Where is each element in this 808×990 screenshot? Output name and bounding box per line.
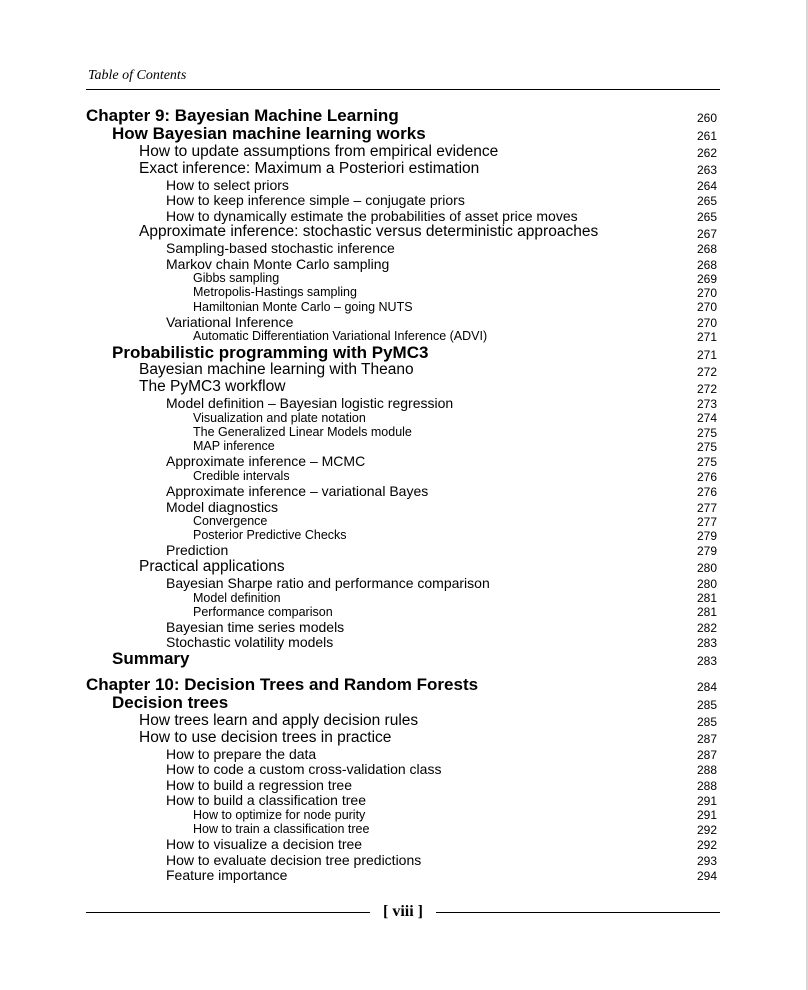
toc-entry-page: 268 xyxy=(697,257,718,272)
toc-entry-title: How to build a classification tree xyxy=(166,792,366,809)
toc-entry-title: Visualization and plate notation xyxy=(193,410,366,425)
toc-entry[interactable] xyxy=(0,424,808,438)
toc-entry-title: Practical applications xyxy=(139,557,285,575)
toc-entry-page: 277 xyxy=(697,500,718,515)
toc-entry-page: 276 xyxy=(697,485,718,499)
toc-entry-title: Decision trees xyxy=(112,693,229,713)
toc-entry[interactable] xyxy=(0,557,808,574)
toc-entry-page: 291 xyxy=(697,808,718,823)
toc-entry-page: 288 xyxy=(697,778,718,793)
toc-entry[interactable] xyxy=(0,792,808,808)
toc-entry[interactable] xyxy=(0,439,808,453)
toc-entry-title: Credible intervals xyxy=(193,469,290,483)
toc-entry[interactable] xyxy=(0,240,808,256)
toc-entry[interactable] xyxy=(0,761,808,777)
toc-entry-page: 279 xyxy=(697,528,718,543)
toc-entry-title: How to train a classification tree xyxy=(193,822,370,837)
toc-entry[interactable] xyxy=(0,395,808,411)
toc-entry[interactable] xyxy=(0,776,808,792)
toc-entry[interactable] xyxy=(0,574,808,590)
toc-entry-title: Automatic Differentiation Variational Inference (ADVI) xyxy=(193,329,488,344)
toc-entry-title: Model definition xyxy=(193,590,281,605)
toc-entry-title: How Bayesian machine learning works xyxy=(112,124,426,143)
footer-rule-left xyxy=(86,912,370,913)
toc-entry-page: 270 xyxy=(697,300,718,315)
toc-entry[interactable] xyxy=(0,176,808,192)
toc-entry[interactable] xyxy=(0,207,808,223)
toc-entry-page: 287 xyxy=(697,732,718,747)
toc-entry[interactable] xyxy=(0,821,808,835)
toc-entry-page: 275 xyxy=(697,455,718,470)
toc-entry-title: How to select priors xyxy=(166,176,289,193)
toc-entry-page: 269 xyxy=(697,271,718,286)
toc-entry-page: 292 xyxy=(697,838,718,853)
toc-entry-title: How to update assumptions from empirical evidence xyxy=(139,142,499,160)
toc-entry-page: 274 xyxy=(697,411,718,426)
toc-entry-page: 291 xyxy=(697,794,718,809)
toc-entry[interactable] xyxy=(0,255,808,271)
toc-entry-title: Model diagnostics xyxy=(166,498,279,515)
toc-entry[interactable] xyxy=(0,634,808,650)
toc-entry-title: Stochastic volatility models xyxy=(166,634,334,651)
toc-entry[interactable] xyxy=(0,514,808,528)
toc-entry-title: How to dynamically estimate the probabilities of asset price moves xyxy=(166,207,578,224)
toc-entry-title: Summary xyxy=(112,649,190,669)
toc-entry-page: 263 xyxy=(697,163,718,177)
toc-entry-page: 272 xyxy=(697,364,718,379)
toc-entry-title: How to code a custom cross-validation class xyxy=(166,761,442,778)
toc-entry[interactable] xyxy=(0,299,808,313)
toc-entry-page: 285 xyxy=(697,698,718,713)
toc-entry[interactable] xyxy=(0,851,808,867)
toc-entry-title: Convergence xyxy=(193,514,268,529)
toc-entry-page: 260 xyxy=(697,111,718,125)
toc-entry-title: Bayesian Sharpe ratio and performance comparison xyxy=(166,574,490,591)
toc-entry-page: 275 xyxy=(697,439,718,454)
toc-entry[interactable] xyxy=(0,192,808,208)
toc-entry[interactable] xyxy=(0,223,808,240)
toc-entry-page: 284 xyxy=(697,680,718,695)
toc-entry[interactable] xyxy=(0,159,808,176)
toc-entry-page: 287 xyxy=(697,747,718,762)
page-number: [ viii ] xyxy=(383,903,423,920)
toc-entry-title: Markov chain Monte Carlo sampling xyxy=(166,255,390,272)
toc-entry-page: 275 xyxy=(697,425,718,440)
toc-entry-page: 288 xyxy=(697,763,718,778)
toc-entry-page: 270 xyxy=(697,315,718,330)
toc-entry-page: 294 xyxy=(697,869,718,884)
toc-entry[interactable] xyxy=(0,711,808,728)
toc-entry[interactable] xyxy=(0,498,808,514)
toc-entry-title: Feature importance xyxy=(166,867,288,884)
toc-entry-title: How to use decision trees in practice xyxy=(139,728,392,746)
toc-entry-page: 271 xyxy=(697,329,718,344)
toc-entry[interactable] xyxy=(0,106,808,124)
toc-entry[interactable] xyxy=(0,329,808,343)
toc-entry-title: Chapter 9: Bayesian Machine Learning xyxy=(86,106,399,125)
toc-entry-page: 267 xyxy=(697,226,718,241)
header-rule xyxy=(86,89,720,90)
toc-entry-title: How to keep inference simple – conjugate priors xyxy=(166,192,465,208)
toc-entry-page: 273 xyxy=(697,397,718,412)
toc-entry-title: Model definition – Bayesian logistic regression xyxy=(166,395,454,412)
toc-entry-title: MAP inference xyxy=(193,439,275,454)
toc-entry[interactable] xyxy=(0,590,808,604)
table-of-contents xyxy=(0,106,808,882)
toc-entry-page: 279 xyxy=(697,544,718,559)
toc-entry[interactable] xyxy=(0,528,808,542)
toc-entry-title: Probabilistic programming with PyMC3 xyxy=(112,342,429,362)
toc-entry-page: 281 xyxy=(697,591,718,606)
footer-rule-right xyxy=(436,912,720,913)
toc-entry-page: 285 xyxy=(697,715,718,730)
toc-entry-title: How to visualize a decision tree xyxy=(166,836,363,853)
toc-entry[interactable] xyxy=(0,285,808,299)
toc-entry-page: 262 xyxy=(697,146,718,160)
toc-entry-page: 283 xyxy=(697,636,718,651)
toc-entry-page: 264 xyxy=(697,178,718,193)
toc-entry[interactable] xyxy=(0,836,808,852)
toc-entry-title: How to prepare the data xyxy=(166,745,317,762)
toc-entry-page: 272 xyxy=(697,381,718,396)
toc-entry-title: Metropolis-Hastings sampling xyxy=(193,285,357,300)
toc-entry[interactable] xyxy=(0,542,808,558)
toc-entry-page: 280 xyxy=(697,561,718,576)
running-header: Table of Contents xyxy=(88,68,187,83)
toc-entry-page: 270 xyxy=(697,285,718,300)
toc-entry[interactable] xyxy=(0,618,808,634)
toc-entry[interactable] xyxy=(0,807,808,821)
toc-entry[interactable] xyxy=(0,453,808,469)
toc-entry-page: 292 xyxy=(697,822,718,837)
toc-entry-title: Bayesian machine learning with Theano xyxy=(139,361,414,379)
toc-entry-title: Gibbs sampling xyxy=(193,271,280,286)
toc-entry[interactable] xyxy=(0,142,808,159)
toc-entry-title: Chapter 10: Decision Trees and Random Forests xyxy=(86,675,479,695)
toc-entry-title: Posterior Predictive Checks xyxy=(193,528,347,543)
toc-entry-title: How to build a regression tree xyxy=(166,776,352,793)
toc-entry[interactable] xyxy=(0,378,808,395)
toc-entry-title: Sampling-based stochastic inference xyxy=(166,240,395,256)
toc-entry-page: 280 xyxy=(697,576,718,591)
toc-entry-title: Exact inference: Maximum a Posteriori estimation xyxy=(139,159,480,177)
toc-entry-page: 283 xyxy=(697,654,718,669)
toc-entry[interactable] xyxy=(0,867,808,883)
toc-entry-title: How to evaluate decision tree predictions xyxy=(166,851,422,868)
toc-entry-title: Prediction xyxy=(166,542,229,559)
toc-entry-title: Performance comparison xyxy=(193,604,333,619)
toc-entry-title: Hamiltonian Monte Carlo – going NUTS xyxy=(193,299,413,314)
toc-entry[interactable] xyxy=(0,483,808,499)
toc-entry[interactable] xyxy=(0,693,808,711)
toc-entry-page: 281 xyxy=(697,605,718,620)
toc-entry-title: Approximate inference – variational Bayes xyxy=(166,483,429,499)
toc-entry-title: Variational Inference xyxy=(166,313,294,330)
toc-entry-title: Approximate inference – MCMC xyxy=(166,453,366,470)
toc-entry-page: 261 xyxy=(697,129,718,143)
toc-entry-title: Approximate inference: stochastic versus deterministic approaches xyxy=(139,223,599,240)
toc-entry[interactable] xyxy=(0,361,808,378)
toc-entry-title: The PyMC3 workflow xyxy=(139,378,286,396)
toc-entry[interactable] xyxy=(0,675,808,693)
toc-entry-page: 268 xyxy=(697,242,718,256)
toc-entry-page: 277 xyxy=(697,514,718,529)
toc-entry-page: 265 xyxy=(697,209,718,224)
toc-entry-page: 271 xyxy=(697,347,718,362)
toc-entry-page: 293 xyxy=(697,853,718,868)
toc-entry[interactable] xyxy=(0,124,808,142)
toc-entry-title: The Generalized Linear Models module xyxy=(193,425,412,440)
toc-entry[interactable] xyxy=(0,271,808,285)
toc-entry[interactable] xyxy=(0,604,808,618)
toc-entry[interactable] xyxy=(0,728,808,745)
toc-entry-title: Bayesian time series models xyxy=(166,618,345,635)
toc-entry[interactable] xyxy=(0,745,808,761)
toc-entry-page: 276 xyxy=(697,469,718,484)
toc-entry[interactable] xyxy=(0,649,808,667)
toc-entry-title: How to optimize for node purity xyxy=(193,807,366,822)
toc-entry-page: 282 xyxy=(697,620,718,635)
toc-entry-title: How trees learn and apply decision rules xyxy=(139,711,419,729)
toc-entry-page: 265 xyxy=(697,194,718,208)
toc-entry[interactable] xyxy=(0,313,808,329)
toc-entry[interactable] xyxy=(0,410,808,424)
toc-entry[interactable] xyxy=(0,468,808,482)
toc-entry[interactable] xyxy=(0,343,808,361)
